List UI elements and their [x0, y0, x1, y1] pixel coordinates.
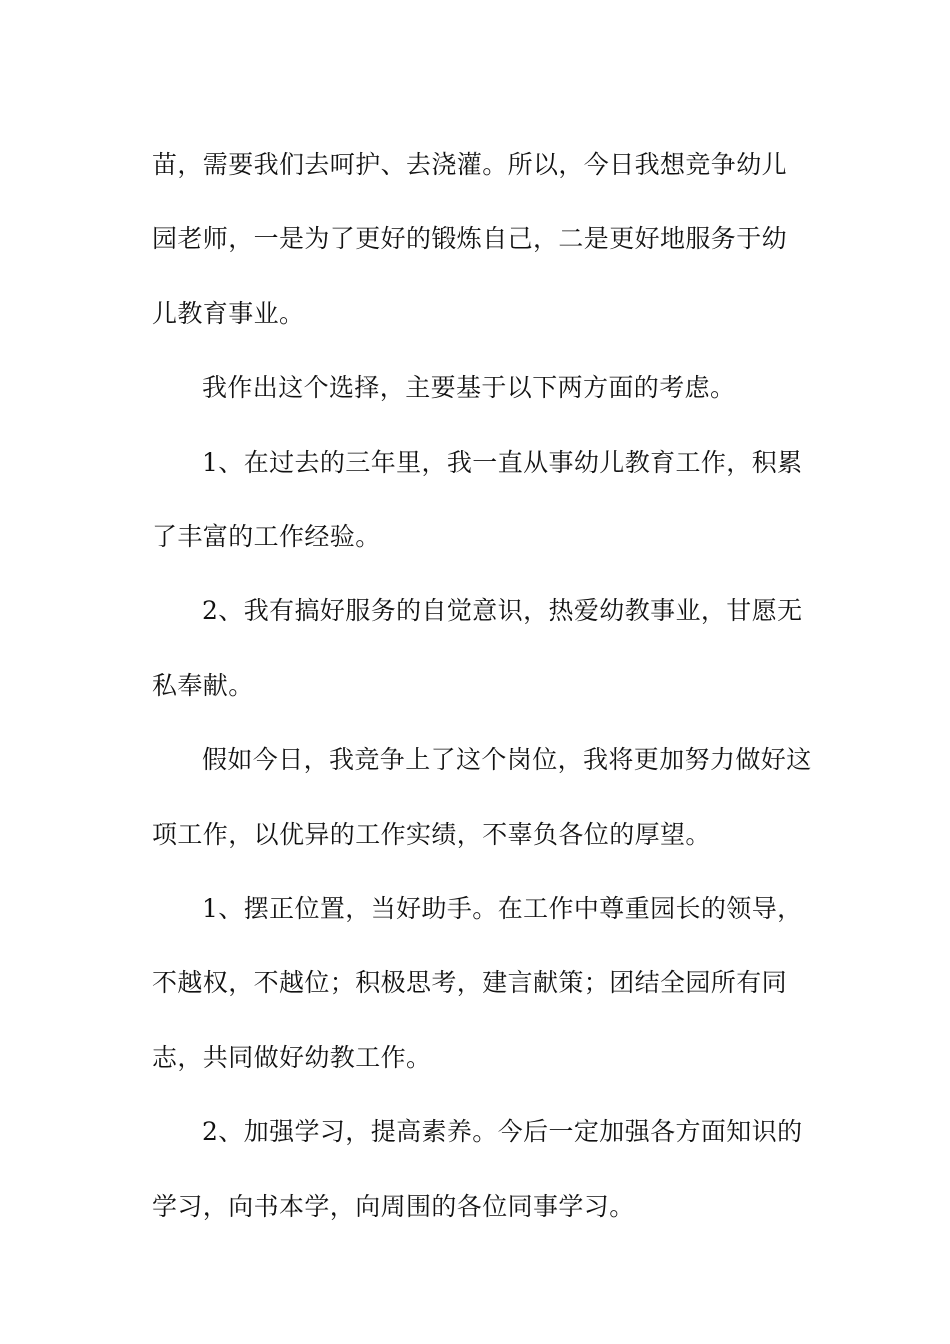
paragraph-point-experience: 1、在过去的三年里，我一直从事幼儿教育工作，积累了丰富的工作经验。 — [152, 447, 803, 552]
paragraph-commitment: 假如今日，我竞争上了这个岗位，我将更加努力做好这项工作，以优异的工作实绩，不辜负各位的厚望。 — [152, 745, 812, 849]
paragraph-plan-study: 2、加强学习，提高素养。今后一定加强各方面知识的学习，向书本学，向周围的各位同事学习。 — [152, 1117, 803, 1221]
document-body — [152, 128, 812, 1244]
paragraph-point-service: 2、我有搞好服务的自觉意识，热爱幼教事业，甘愿无私奉献。 — [152, 596, 803, 700]
paragraph-considerations-intro: 我作出这个选择，主要基于以下两方面的考虑。 — [202, 373, 736, 403]
paragraph-continuation: 苗，需要我们去呵护、去浇灌。所以，今日我想竞争幼儿园老师，一是为了更好的锻炼自己，二是更好地服务于幼儿教育事业。 — [152, 150, 788, 328]
paragraph-plan-position: 1、摆正位置，当好助手。在工作中尊重园长的领导，不越权，不越位；积极思考，建言献策；团结全园所有同志，共同做好幼教工作。 — [152, 894, 803, 1072]
